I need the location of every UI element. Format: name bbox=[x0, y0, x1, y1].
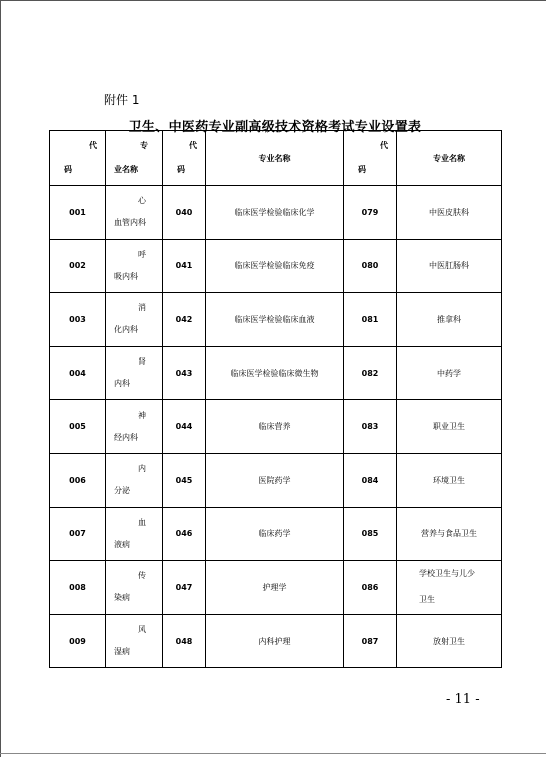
name-line-2: 液病 bbox=[114, 539, 130, 549]
name-cell bbox=[397, 561, 502, 615]
table-row bbox=[50, 561, 502, 615]
name-cell bbox=[106, 400, 163, 454]
table-row bbox=[50, 293, 502, 347]
code-cell: 002 bbox=[50, 239, 106, 293]
code-cell: 084 bbox=[344, 453, 397, 507]
header-name-3: 专业名称 bbox=[397, 131, 502, 186]
name-cell bbox=[106, 614, 163, 668]
header-name-1 bbox=[106, 131, 163, 186]
name-cell: 护理学 bbox=[206, 561, 344, 615]
name-cell: 中医皮肤科 bbox=[397, 186, 502, 240]
table-row bbox=[50, 400, 502, 454]
code-cell: 009 bbox=[50, 614, 106, 668]
header-code-top: 代 bbox=[89, 141, 97, 150]
code-cell: 085 bbox=[344, 507, 397, 561]
name-line-2: 经内科 bbox=[114, 432, 138, 442]
code-cell: 005 bbox=[50, 400, 106, 454]
table-row bbox=[50, 453, 502, 507]
code-cell: 046 bbox=[163, 507, 206, 561]
code-cell: 083 bbox=[344, 400, 397, 454]
code-cell: 043 bbox=[163, 346, 206, 400]
code-cell: 079 bbox=[344, 186, 397, 240]
header-zhuan-bottom: 业名称 bbox=[114, 165, 138, 174]
name-line-2: 化内科 bbox=[114, 325, 138, 335]
name-cell bbox=[106, 453, 163, 507]
name-line-1: 消 bbox=[138, 303, 146, 313]
name-cell: 内科护理 bbox=[206, 614, 344, 668]
code-cell: 042 bbox=[163, 293, 206, 347]
name-cell: 营养与食品卫生 bbox=[397, 507, 502, 561]
name-cell bbox=[106, 186, 163, 240]
name-line-1: 学校卫生与儿少 bbox=[419, 569, 475, 579]
name-line-1: 传 bbox=[138, 571, 146, 581]
page-number: - 11 - bbox=[446, 692, 480, 707]
name-cell: 放射卫生 bbox=[397, 614, 502, 668]
name-line-2: 染病 bbox=[114, 593, 130, 603]
table-header-row bbox=[50, 131, 502, 186]
name-cell: 临床医学检验临床微生物 bbox=[206, 346, 344, 400]
table-row bbox=[50, 614, 502, 668]
name-cell bbox=[106, 561, 163, 615]
page-border-bottom bbox=[0, 753, 546, 754]
name-line-1: 内 bbox=[138, 464, 146, 474]
header-code-bottom: 码 bbox=[358, 165, 366, 174]
name-cell: 中药学 bbox=[397, 346, 502, 400]
name-cell bbox=[106, 293, 163, 347]
name-line-1: 神 bbox=[138, 410, 146, 420]
name-line-1: 风 bbox=[138, 625, 146, 635]
code-cell: 003 bbox=[50, 293, 106, 347]
name-cell bbox=[106, 507, 163, 561]
name-cell: 临床医学检验临床血液 bbox=[206, 293, 344, 347]
code-cell: 040 bbox=[163, 186, 206, 240]
code-cell: 080 bbox=[344, 239, 397, 293]
header-code-1 bbox=[50, 131, 106, 186]
specialty-table bbox=[49, 130, 502, 668]
page-border-left bbox=[0, 0, 1, 757]
header-name-2: 专业名称 bbox=[206, 131, 344, 186]
code-cell: 082 bbox=[344, 346, 397, 400]
code-cell: 045 bbox=[163, 453, 206, 507]
page-border-top bbox=[0, 0, 546, 1]
name-line-2: 血管内科 bbox=[114, 218, 146, 228]
header-zhuan-top: 专 bbox=[140, 141, 148, 150]
code-cell: 081 bbox=[344, 293, 397, 347]
name-line-1: 肾 bbox=[138, 357, 146, 367]
table-row bbox=[50, 239, 502, 293]
code-cell: 048 bbox=[163, 614, 206, 668]
name-cell: 临床医学检验临床化学 bbox=[206, 186, 344, 240]
header-code-top: 代 bbox=[189, 141, 197, 150]
code-cell: 007 bbox=[50, 507, 106, 561]
name-cell: 临床营养 bbox=[206, 400, 344, 454]
name-cell: 临床医学检验临床免疫 bbox=[206, 239, 344, 293]
name-cell: 医院药学 bbox=[206, 453, 344, 507]
attachment-label: 附件 1 bbox=[104, 93, 140, 107]
code-cell: 044 bbox=[163, 400, 206, 454]
name-cell: 职业卫生 bbox=[397, 400, 502, 454]
name-line-2: 卫生 bbox=[419, 595, 435, 605]
code-cell: 086 bbox=[344, 561, 397, 615]
code-cell: 087 bbox=[344, 614, 397, 668]
name-line-1: 血 bbox=[138, 517, 146, 527]
code-cell: 006 bbox=[50, 453, 106, 507]
page-title: 卫生、中医药专业副高级技术资格考试专业设置表 bbox=[128, 120, 422, 135]
header-code-top: 代 bbox=[380, 141, 388, 150]
name-line-2: 内科 bbox=[114, 379, 130, 389]
header-code-2 bbox=[163, 131, 206, 186]
code-cell: 004 bbox=[50, 346, 106, 400]
name-line-1: 呼 bbox=[138, 249, 146, 259]
code-cell: 008 bbox=[50, 561, 106, 615]
table-row bbox=[50, 507, 502, 561]
name-cell: 环境卫生 bbox=[397, 453, 502, 507]
name-line-2: 分泌 bbox=[114, 486, 130, 496]
name-cell bbox=[106, 239, 163, 293]
name-cell: 推拿科 bbox=[397, 293, 502, 347]
table-row bbox=[50, 186, 502, 240]
header-code-3 bbox=[344, 131, 397, 186]
name-line-2: 湿病 bbox=[114, 647, 130, 657]
code-cell: 001 bbox=[50, 186, 106, 240]
name-cell: 临床药学 bbox=[206, 507, 344, 561]
header-code-bottom: 码 bbox=[177, 165, 185, 174]
code-cell: 047 bbox=[163, 561, 206, 615]
name-cell bbox=[106, 346, 163, 400]
header-code-bottom: 码 bbox=[64, 165, 72, 174]
code-cell: 041 bbox=[163, 239, 206, 293]
name-line-2: 吸内科 bbox=[114, 271, 138, 281]
name-cell: 中医肛肠科 bbox=[397, 239, 502, 293]
name-line-1: 心 bbox=[138, 196, 146, 206]
table-row bbox=[50, 346, 502, 400]
